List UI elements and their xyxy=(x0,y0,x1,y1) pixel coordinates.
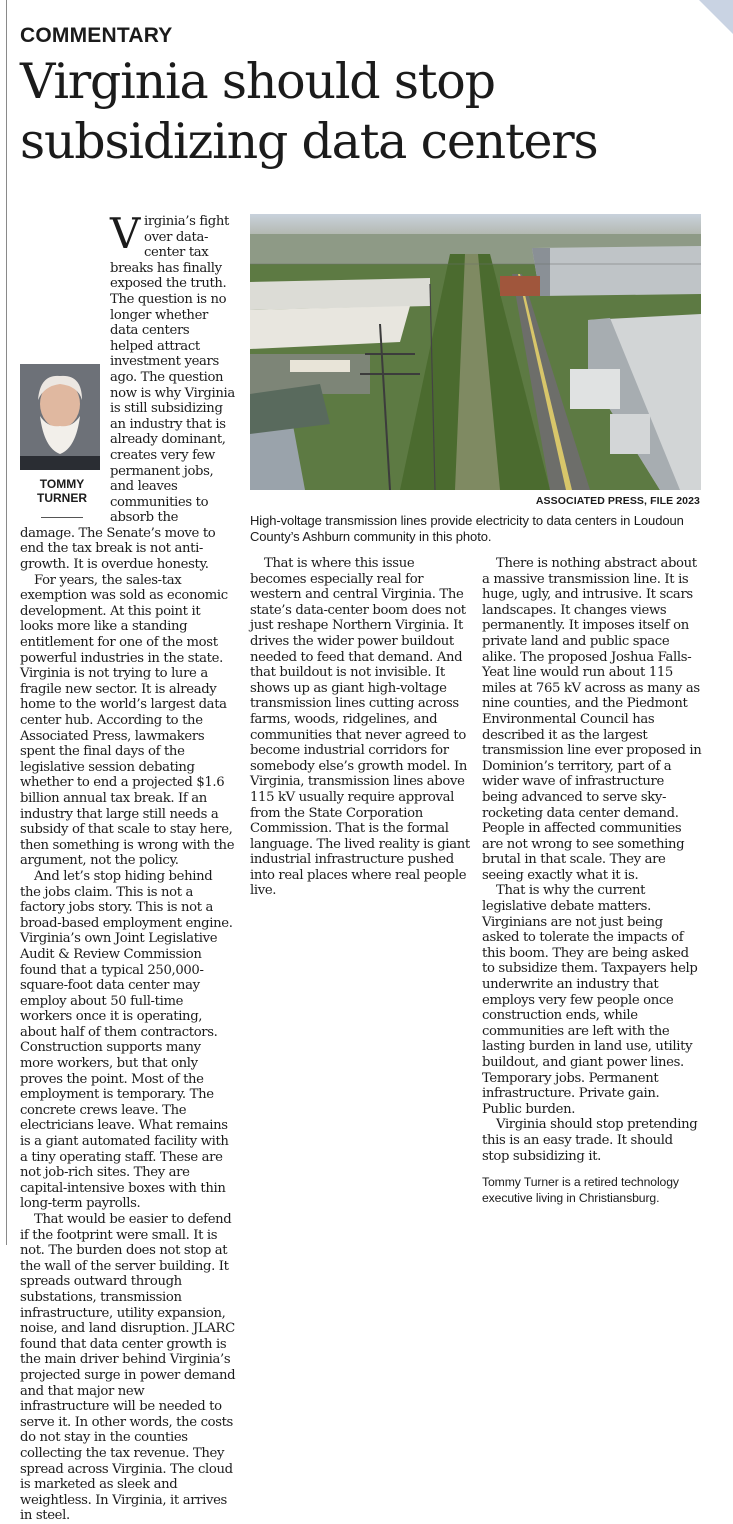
author-rule xyxy=(41,517,83,518)
photo-caption: High-voltage transmission lines provide electricity to data centers in Loudoun County’s Ashburn community in this photo. xyxy=(250,513,684,544)
drop-cap: V xyxy=(110,209,140,258)
author-photo xyxy=(20,364,100,470)
paragraph-3: And let’s stop hiding behind the jobs claim. This is not a factory jobs story. This is not a broad-based employment engine. Virginia’s own Joint Legislative Audit & Review Commission found that a typical 250,000-square-foot data center may employ about 50 full-time workers once it is operating, about half of them contractors. Construction supports many more workers, but that only proves the point. Most of the employment is temporary. The concrete crews leave. The electricians leave. What remains is a giant automated facility with a tiny operating staff. These are not job-rich sites. They are capital-intensive boxes with thin long-term payrolls. xyxy=(20,868,233,1212)
paragraph-7: That is why the current legislative debate matters. Virginians are not just being asked to tolerate the impacts of this boom. They are being asked to subsidize them. Taxpayers help underwrite an industry that employs very few people once construction ends, while communities are left with the lasting burden in land use, utility buildout, and giant power lines. Temporary jobs. Permanent infrastructure. Private gain. Public burden. xyxy=(482,883,698,1117)
author-name: TOMMY TURNER xyxy=(37,477,87,505)
page-corner xyxy=(699,0,733,34)
author-box xyxy=(20,364,104,518)
paragraph-1-text: irginia’s fight over data-center tax breaks has finally exposed the truth. The question is no longer whether data centers helped attract investment years ago. The question now is why Virginia is still subsidizing an industry that is already dominant, creates very few permanent jobs, and leaves communities to absorb the damage. The Senate’s move to end the tax break is not anti-growth. It is overdue honesty. xyxy=(20,214,235,573)
paragraph-2: For years, the sales-tax exemption was sold as economic development. At this point it looks more like a standing entitlement for one of the most powerful industries in the state. Virginia is not trying to lure a fragile new sector. It is already home to the world’s largest data center hub. According to the Associated Press, lawmakers spent the final days of the legislative session debating whether to end a projected $1.6 billion annual tax break. If an industry that large still needs a subsidy of that scale to stay here, then something is wrong with the argument, not the policy. xyxy=(20,572,235,869)
article-column-1 xyxy=(20,209,236,1524)
article-column-2 xyxy=(250,556,470,899)
author-tagline: Tommy Turner is a retired technology executive living in Christiansburg. xyxy=(482,1175,679,1206)
section-kicker: COMMENTARY xyxy=(20,24,173,47)
paragraph-4: That would be easier to defend if the footprint were small. It is not. The burden does not stop at the wall of the server building. It spreads outward through substations, transmission infrastructure, utility expansion, noise, and land disruption. JLARC found that data center growth is the main driver behind Virginia’s projected surge in power demand and that major new infrastructure will be needed to serve it. In other words, the costs do not stay in the counties collecting the tax revenue. They spread across Virginia. The cloud is marketed as sleek and weightless. In Virginia, it arrives in steel. xyxy=(20,1212,236,1524)
article-column-3 xyxy=(482,556,702,1206)
paragraph-8: Virginia should stop pretending this is an easy trade. It should stop subsidizing it. xyxy=(482,1117,698,1164)
photo-credit: ASSOCIATED PRESS, FILE 2023 xyxy=(535,495,700,507)
headline: Virginia should stop subsidizing data centers xyxy=(20,53,598,170)
paragraph-5: That is where this issue becomes especially real for western and central Virginia. The state’s data-center boom does not just reshape Northern Virginia. It drives the wider power buildout needed to feed that demand. And that buildout is not invisible. It shows up as giant high-voltage transmission lines cutting across farms, woods, ridgelines, and communities that never agreed to become industrial corridors for somebody else’s growth model. In Virginia, transmission lines above 115 kV usually require approval from the State Corporation Commission. That is the formal language. The lived reality is giant industrial infrastructure pushed into real places where real people live. xyxy=(250,556,470,899)
data-center-photo xyxy=(250,214,701,490)
paragraph-6: There is nothing abstract about a massive transmission line. It is huge, ugly, and intrusive. It scars landscapes. It changes views permanently. It imposes itself on private land and public space alike. The proposed Joshua Falls-Yeat line would run about 115 miles at 765 kV across as many as nine counties, and the Piedmont Environmental Council has described it as the largest transmission line ever proposed in Dominion’s territory, part of a wider wave of infrastructure being advanced to serve sky-rocketing data center demand. People in affected communities are not wrong to see something brutal in that scale. They are seeing exactly what it is. xyxy=(482,556,702,883)
column-rule xyxy=(6,0,7,1245)
